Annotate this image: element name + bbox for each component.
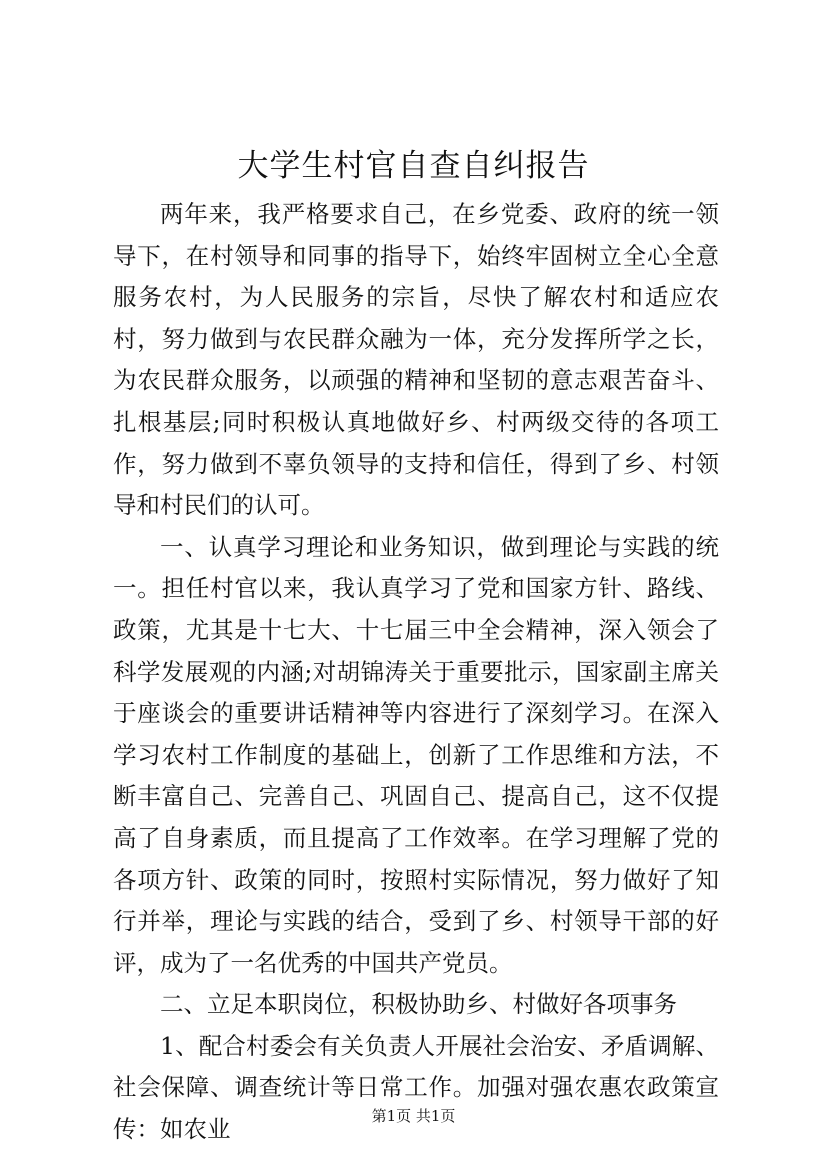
paragraph-section-two-heading: 二、立足本职岗位，积极协助乡、村做好各项事务 xyxy=(160,990,677,1019)
page-number-footer: 第1页 共1页 xyxy=(371,1107,456,1125)
paragraph-section-one: 一、认真学习理论和业务知识，做到理论与实践的统一。担任村官以来，我认真学习了党和国家方针、路线、政策，尤其是十七大、十七届三中全会精神，深入领会了科学发展观的内涵;对胡锦涛关于重要批示，国家副主席关于座谈会的重要讲话精神等内容进行了深刻学习。在深入学习农村工作制度的基础上，创新了工作思维和方法，不断丰富自己、完善自己、巩固自己、提高自己，这不仅提高了自身素质，而且提高了工作效率。在学习理解了党的各项方针、政策的同时，按照村实际情况，努力做好了知行并举，理论与实践的结合，受到了乡、村领导干部的好评，成为了一名优秀的中国共产党员。 xyxy=(113,532,719,977)
document-body xyxy=(113,194,719,1151)
paragraph-item-one: 1、配合村委会有关负责人开展社会治安、矛盾调解、社会保障、调查统计等日常工作。加强对强农惠农政策宣传：如农业 xyxy=(113,1031,719,1144)
paragraph-intro: 两年来，我严格要求自己，在乡党委、政府的统一领导下，在村领导和同事的指导下，始终牢固树立全心全意服务农村，为人民服务的宗旨，尽快了解农村和适应农村，努力做到与农民群众融为一体，充分发挥所学之长，为农民群众服务，以顽强的精神和坚韧的意志艰苦奋斗、扎根基层;同时积极认真地做好乡、村两级交待的各项工作，努力做到不辜负领导的支持和信任，得到了乡、村领导和村民们的认可。 xyxy=(113,200,719,520)
document-title: 大学生村官自查自纠报告 xyxy=(237,148,590,184)
